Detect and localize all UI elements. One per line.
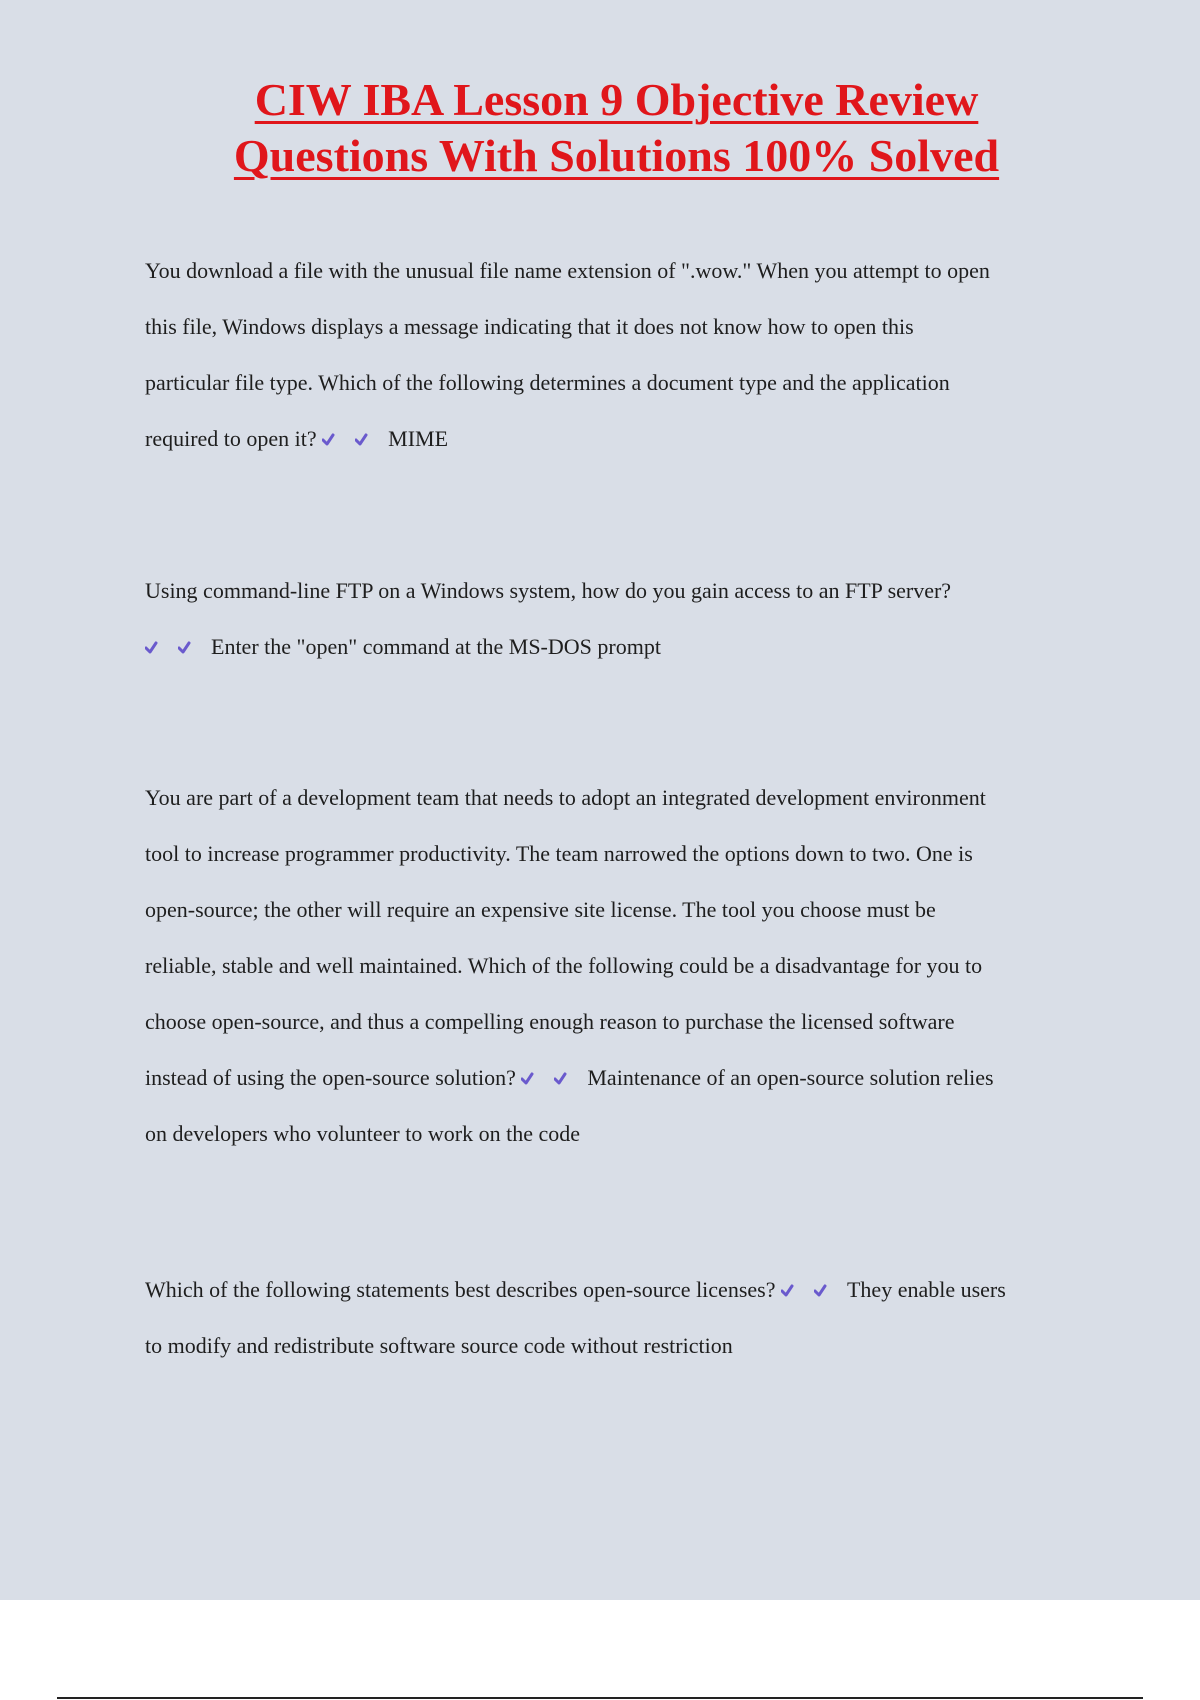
double-checkmark-icon [554,1068,578,1088]
answer-line [145,619,1095,675]
question-line: open-source; the other will require an expensive site license. The tool you choose must be [145,897,936,922]
question-line: this file, Windows displays a message indicating that it does not know how to open this [145,314,914,339]
answer-text: They enable users [846,1277,1006,1302]
question-line: choose open-source, and thus a compelling enough reason to purchase the licensed software [145,1009,955,1034]
qa-block-3 [145,770,1095,1162]
answer-text: Enter the "open" command at the MS-DOS prompt [211,634,661,659]
qa-block-1 [145,243,1095,467]
double-checkmark-icon [814,1280,838,1300]
double-checkmark-icon [781,1280,805,1300]
question-answer-line [145,1262,1095,1318]
question-line: instead of using the open-source solution? [145,1065,516,1090]
qa-block-4 [145,1262,1095,1374]
double-checkmark-icon [322,429,346,449]
question-answer-line [145,411,1095,467]
question-answer-line [145,1050,1095,1106]
double-checkmark-icon [178,637,202,657]
qa-block-2 [145,563,1095,675]
title-line-2: Questions With Solutions 100% Solved [233,130,1000,181]
double-checkmark-icon [521,1068,545,1088]
question-line: reliable, stable and well maintained. Which of the following could be a disadvantage for you to [145,953,983,978]
double-checkmark-icon [355,429,379,449]
question-line: Using command-line FTP on a Windows system, how do you gain access to an FTP server? [145,578,952,603]
question-line: You download a file with the unusual file name extension of ".wow." When you attempt to open [145,258,990,283]
question-line: particular file type. Which of the following determines a document type and the application [145,370,950,395]
question-line: required to open it? [145,426,317,451]
document-title [0,72,1200,184]
answer-text: Maintenance of an open-source solution relies [587,1065,994,1090]
question-line: tool to increase programmer productivity. The team narrowed the options down to two. One is [145,841,973,866]
footer-divider [57,1697,1143,1699]
answer-text: MIME [388,426,449,451]
answer-line: to modify and redistribute software source code without restriction [145,1333,733,1358]
double-checkmark-icon [145,637,169,657]
question-line: Which of the following statements best describes open-source licenses? [145,1277,776,1302]
title-line-1: CIW IBA Lesson 9 Objective Review [254,74,979,125]
answer-line: on developers who volunteer to work on the code [145,1121,580,1146]
question-line: You are part of a development team that needs to adopt an integrated development environment [145,785,986,810]
